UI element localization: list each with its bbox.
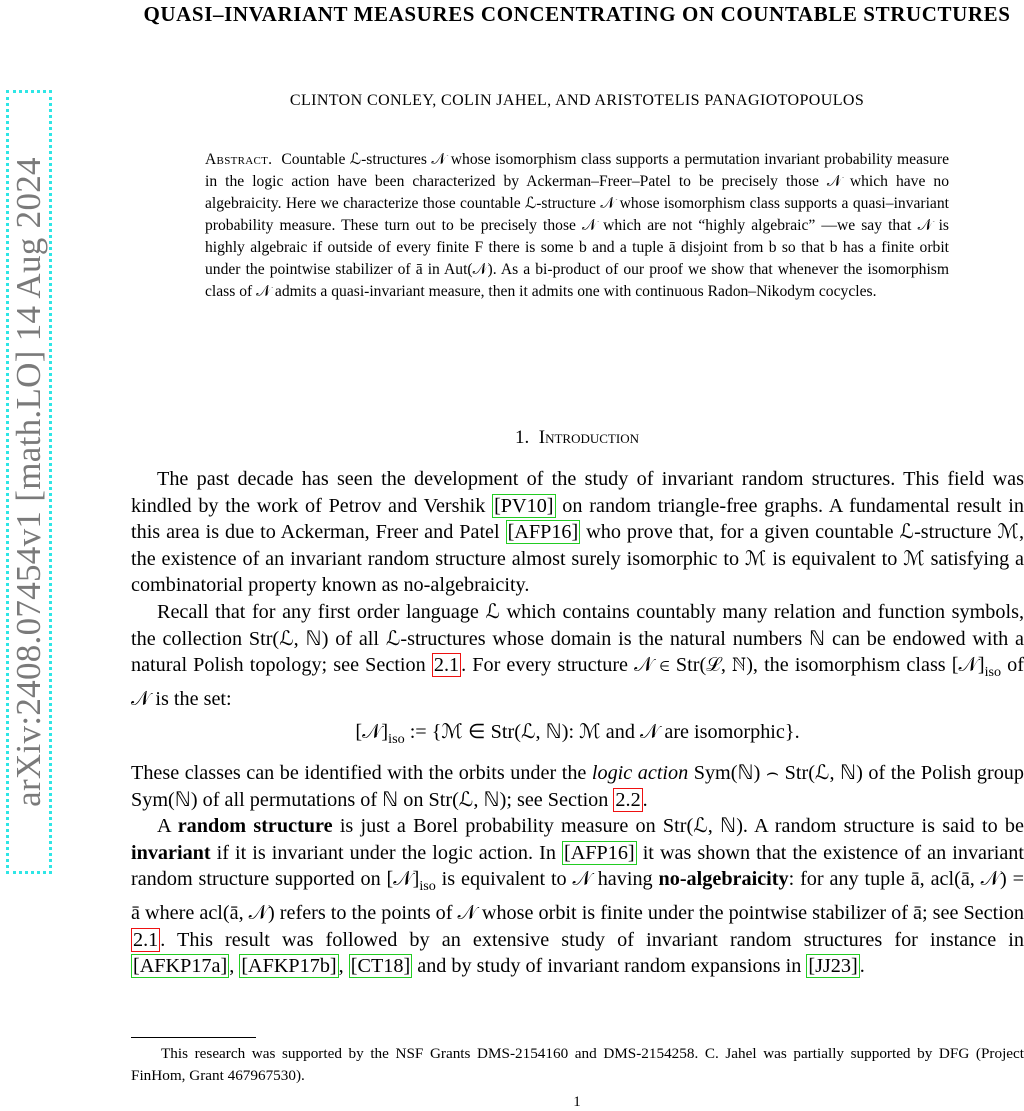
citation-link-pv10[interactable]: [PV10] [494,494,554,517]
section-title: Introduction [538,427,639,448]
text-run: . [642,788,648,811]
introduction-body [131,466,1024,980]
citation-link-afp16[interactable]: [AFP16] [563,841,635,864]
text-run: . For every structure 𝒩 ∈ Str(ℒ, ℕ), the isomorphism class [𝒩] [461,654,985,677]
text-run: [𝒩] [355,721,389,744]
paragraph-2 [131,599,1024,712]
text-run: and by study of invariant random expansions in [412,955,807,978]
citation-link-ct18[interactable]: [CT18] [350,955,411,978]
arxiv-stamp [6,90,52,874]
text-run: : for any tuple ā, acl(ā, 𝒩) = ā where acl(ā, 𝒩) refers to the points of 𝒩 whose orbit is finite under the pointwise stabilizer of ā; see Section [131,868,1024,924]
text-run: it was shown that the existence of an invariant random structure supported on [𝒩] [131,841,1024,891]
text-run: A [157,815,178,838]
abstract-label: Abstract. [205,151,273,168]
text-run: := {ℳ ∈ Str(ℒ, ℕ): ℳ and 𝒩 are isomorphic}. [404,721,800,744]
text-run: Recall that for any first order language ℒ which contains countably many relation and function symbols, the collection Str(ℒ, ℕ) of all ℒ-structures whose domain is the natural numbers ℕ can be endowed with a natural Polish topology; see Section [131,600,1024,677]
text-run: . This result was followed by an extensive study of invariant random structures for instance in [160,928,1024,951]
text-run: who prove that, for a given countable ℒ-structure ℳ, the existence of an invariant random structure almost surely isomorphic to ℳ is equivalent to ℳ satisfying a combinatorial property known as no-algebraicity. [131,521,1024,597]
arxiv-identifier: arXiv:2408.07454v1 [math.LO] 14 Aug 2024 [9,157,48,807]
text-run: if it is invariant under the logic action. In [210,841,562,864]
text-run: is equivalent to 𝒩 having [435,868,659,891]
section-number: 1. [515,427,530,448]
term-invariant: invariant [131,841,211,864]
citation-link-afkp17a[interactable]: [AFKP17a] [133,955,228,978]
citation-link-afp16[interactable]: [AFP16] [507,521,579,544]
footnote-rule [131,1037,256,1038]
subscript-iso: iso [984,664,1002,681]
author-list: CLINTON CONLEY, COLIN JAHEL, AND ARISTOTELIS PANAGIOTOPOULOS [289,92,865,109]
footnote: This research was supported by the NSF Grants DMS-2154160 and DMS-2154258. C. Jahel was partially supported by DFG (Project FinHom, Grant 467967530). [131,1045,1024,1084]
paper-title: QUASI–INVARIANT MEASURES CONCENTRATING ON COUNTABLE STRUCTURES [143,2,1011,26]
section-link-2-2[interactable]: 2.2 [615,788,641,811]
text-run: Sym(ℕ) ⌢ Str(ℒ, ℕ) of the Polish group Sym(ℕ) of all permutations of ℕ on Str(ℒ, ℕ); see Section [131,762,1024,811]
abstract-text: Countable ℒ-structures 𝒩 whose isomorphism class supports a permutation invariant probability measure in the logic action have been characterized by Ackerman–Freer–Patel to be precisely those 𝒩 which have no algebraicity. Here we characterize those countable ℒ-structure 𝒩 whose isomorphism class supports a quasi–invariant probability measure. These turn out to be precisely those 𝒩 which are not “highly algebraic” —we say that 𝒩 is highly algebraic if outside of every finite F there is some b and a tuple ā disjoint from b so that b has a finite orbit under the pointwise stabilizer of ā in Aut(𝒩). As a bi-product of our proof we show that whenever the isomorphism class of 𝒩 admits a quasi-invariant measure, then it admits one with continuous Radon–Nikodym cocycles. [205,151,949,300]
text-run: , [338,955,349,978]
section-link-2-1[interactable]: 2.1 [133,928,159,951]
text-run: of 𝒩 is the set: [131,654,1024,710]
section-link-2-1[interactable]: 2.1 [433,654,460,677]
paragraph-3 [131,760,1024,813]
text-run: These classes can be identified with the orbits under the [131,762,592,784]
paragraph-4 [131,813,1024,980]
paragraph-1 [131,466,1024,599]
abstract [205,149,949,303]
text-run: , [229,955,240,978]
subscript-iso: iso [388,731,405,748]
display-equation [131,719,1024,753]
page-number: 1 [573,1094,581,1110]
term-no-algebraicity: no-algebraicity [658,868,789,891]
emphasis-logic-action: logic action [591,762,689,784]
subscript-iso: iso [419,878,436,895]
text-run: on random triangle-free graphs. A fundamental result in this area is due to Ackerman, Freer and Patel [131,494,1024,544]
text-run: is just a Borel probability measure on Str(ℒ, ℕ). A random structure is said to be [332,815,1024,838]
text-run: . [859,955,865,978]
citation-link-jj23[interactable]: [JJ23] [808,955,858,978]
term-random-structure: random structure [177,815,333,838]
section-heading-introduction [130,427,1024,449]
citation-link-afkp17b[interactable]: [AFKP17b] [241,955,337,978]
text-run: The past decade has seen the development of the study of invariant random structures. This field was kindled by the work of Petrov and Vershik [131,468,1024,517]
